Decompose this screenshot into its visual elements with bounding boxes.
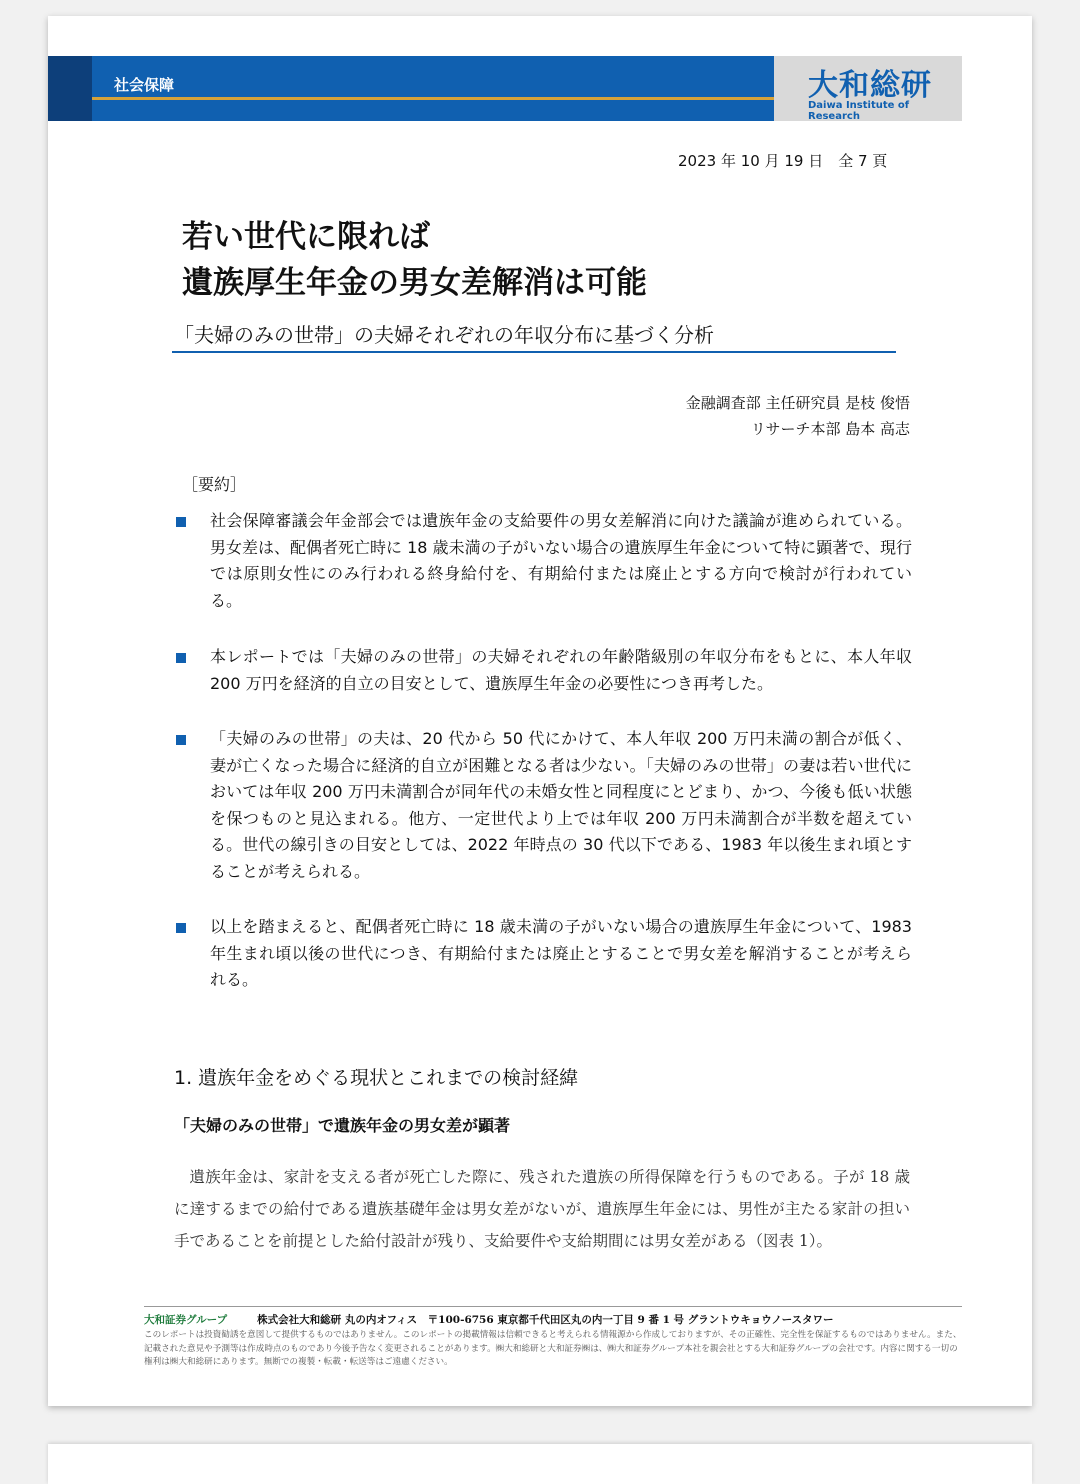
bullet-square-icon [176, 923, 186, 933]
bullet-square-icon [176, 653, 186, 663]
title-line-1: 若い世代に限れば [182, 219, 430, 255]
summary-bullet [176, 508, 912, 614]
subtitle-underline [172, 351, 896, 353]
author-block [686, 390, 910, 442]
section-heading: 1. 遺族年金をめぐる現状とこれまでの検討経緯 [174, 1067, 579, 1089]
bullet-text: 以上を踏まえると、配偶者死亡時に 18 歳未満の子がいない場合の遺族厚生年金について、1983 年生まれ頃以後の世代につき、有期給付または廃止とすることで男女差を解消することが考えられる。 [210, 917, 912, 989]
document-page [48, 16, 1032, 1406]
header-blue-band [92, 56, 774, 121]
header-banner [48, 56, 962, 121]
summary-bullet [176, 644, 912, 697]
next-page-edge [48, 1444, 1032, 1484]
author-2: リサーチ本部 島本 高志 [750, 420, 910, 438]
bullet-text: 本レポートでは「夫婦のみの世帯」の夫婦それぞれの年齢階級別の年収分布をもとに、本人年収 200 万円を経済的自立の目安として、遺族厚生年金の必要性につき再考した。 [210, 647, 912, 693]
company-logo [774, 56, 962, 121]
author-1: 金融調査部 主任研究員 是枝 俊悟 [685, 394, 910, 412]
bullet-text: 「夫婦のみの世帯」の夫は、20 代から 50 代にかけて、本人年収 200 万円未満の割合が低く、妻が亡くなった場合に経済的自立が困難となる者は少ない。「夫婦のみの世帯」の妻は若い世代においては年収 200 万円未満割合が同年代の未婚女性と同程度にとどまり、かつ、今後も低い状態を保つものと見込まれる。他方、一定世代より上では年収 200 万円未満割合が半数を超えている。世代の線引きの目安としては、2022 年時点の 30 代以下である、1983 年以後生まれ頃とすることが考えられる。 [210, 729, 912, 881]
header-gold-line [92, 97, 774, 100]
summary-label: ［要約］ [182, 475, 247, 494]
bullet-square-icon [176, 517, 186, 527]
subsection-heading: 「夫婦のみの世帯」で遺族年金の男女差が顕著 [174, 1116, 511, 1135]
footer-company-line [144, 1312, 964, 1327]
date-and-page-count: 2023 年 10 月 19 日 全 7 頁 [678, 152, 888, 170]
footer-address: 株式会社大和総研 丸の内オフィス 〒100-6756 東京都千代田区丸の内一丁目 9 番 1 号 グラントウキョウノースタワー [257, 1314, 834, 1326]
report-title [182, 214, 647, 306]
header-accent-block [48, 56, 92, 121]
summary-bullet [176, 914, 912, 994]
footer-divider [144, 1306, 962, 1307]
footer-disclaimer: このレポートは投資勧誘を意図して提供するものではありません。このレポートの掲載情報は信頼できると考えられる情報源から作成しておりますが、その正確性、完全性を保証するものではありません。また、記載された意見や予測等は作成時点のものであり今後予告なく変更されることがあります。㈱大和総研と大和証券㈱は、㈱大和証券グループ本社を親会社とする大和証券グループの会社です。内容に関する一切の権利は㈱大和総研にあります。無断での複製・転載・転送等はご遠慮ください。 [144, 1330, 962, 1367]
report-subtitle: 「夫婦のみの世帯」の夫婦それぞれの年収分布に基づく分析 [174, 323, 714, 347]
body-paragraph: 遺族年金は、家計を支える者が死亡した際に、残された遺族の所得保障を行うものである。子が 18 歳に達するまでの給付である遺族基礎年金は男女差がないが、遺族厚生年金には、男性が主たる家計の担い手であることを前提とした給付設計が残り、支給要件や支給期間には男女差がある（図表 1）。 [174, 1168, 910, 1250]
bullet-text: 社会保障審議会年金部会では遺族年金の支給要件の男女差解消に向けた議論が進められている。男女差は、配偶者死亡時に 18 歳未満の子がいない場合の遺族厚生年金について特に顕著で、現行では原則女性にのみ行われる終身給付を、有期給付または廃止とする方向で検討が行われている。 [210, 511, 912, 610]
bullet-square-icon [176, 735, 186, 745]
category-label: 社会保障 [114, 76, 175, 94]
logo-jp-text: 大和総研 [808, 68, 932, 103]
summary-bullet [176, 726, 912, 885]
footer-group-name: 大和証券グループ [144, 1314, 228, 1326]
title-line-2: 遺族厚生年金の男女差解消は可能 [182, 265, 647, 301]
logo-en-text: Daiwa Institute of Research [808, 100, 910, 122]
